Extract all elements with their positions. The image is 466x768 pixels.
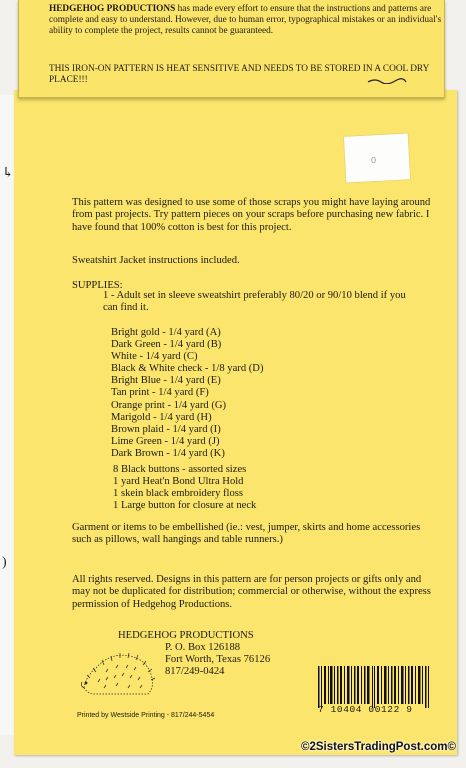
address-line: P. O. Box 126188 (165, 642, 241, 653)
notion-item: 1 Large button for closure at neck (113, 500, 257, 512)
notion-item: 1 skein black embroidery floss (113, 488, 244, 500)
barcode-number: 7 10404 00122 9 (318, 704, 413, 715)
fabric-item: Dark Green - 1/4 yard (B) (111, 339, 222, 351)
intro-paragraph: This pattern was designed to use some of those scraps you might have laying around from past projects. Try pattern pieces on your scraps before purchasing new fabric. I have found that 100% cotton is best for this project. (72, 197, 431, 233)
header-flap (18, 0, 445, 98)
disclaimer-text: has made every effort to ensure that the instructions and patterns are complete and easy to understand. However, due to human error, typographical mistakes or an individual's ability to complete the project, results cannot be guaranteed. (49, 4, 442, 36)
price-sticker (344, 133, 410, 182)
notions-list (113, 464, 256, 512)
underlying-pattern-sheet (0, 95, 15, 735)
main-supply-item: 1 - Adult set in sleeve sweatshirt preferably 80/20 or 90/10 blend if you can find it. (103, 290, 406, 314)
pattern-line-mark: ) (2, 555, 7, 570)
address-line: 817/249-0424 (165, 665, 225, 677)
fabric-item: White - 1/4 yard (C) (111, 351, 198, 363)
fabric-item: Orange print - 1/4 yard (G) (111, 399, 227, 411)
fabric-list (111, 327, 263, 460)
fabric-item: Black & White check - 1/8 yard (D) (111, 363, 264, 375)
notion-item: 8 Black buttons - assorted sizes (113, 464, 247, 475)
company-name-bold: HEDGEHOG PRODUCTIONS (49, 4, 176, 14)
rights-paragraph: All rights reserved. Designs in this pattern are for person projects or gifts only and may not be duplicated for distribution; commercial or otherwise, without the express permission of Hedgehog Productions. (72, 574, 431, 610)
company-name: HEDGEHOG PRODUCTIONS (118, 630, 254, 641)
fabric-item: Brown plaid - 1/4 yard (I) (111, 423, 221, 435)
sticker-text: 0 (370, 155, 377, 166)
fabric-item: Bright Blue - 1/4 yard (E) (111, 375, 221, 387)
fabric-item: Bright gold - 1/4 yard (A) (111, 327, 221, 338)
header-disclaimer (49, 4, 449, 37)
company-address (165, 642, 270, 677)
fabric-item: Marigold - 1/4 yard (H) (111, 411, 212, 423)
fabric-item: Dark Brown - 1/4 yard (K) (111, 447, 225, 459)
printer-credit: Printed by Westside Printing - 817/244-5454 (77, 712, 215, 719)
pattern-line-mark: ↳ (2, 166, 14, 181)
watermark: ©2SistersTradingPost.com© (301, 741, 456, 753)
embellish-note: Garment or items to be embellished (ie.: vest, jumper, skirts and home accessories such as pillows, wall hangings and table runners.) (72, 522, 421, 546)
scribble-mark (367, 78, 407, 84)
fabric-item: Lime Green - 1/4 yard (J) (111, 435, 220, 447)
address-line: Fort Worth, Texas 76126 (165, 653, 271, 665)
hedgehog-logo-icon (76, 636, 162, 698)
notion-item: 1 yard Heat'n Bond Ultra Hold (113, 476, 244, 488)
fabric-item: Tan print - 1/4 yard (F) (111, 387, 209, 399)
sweatshirt-note: Sweatshirt Jacket instructions included. (72, 255, 240, 266)
supplies-heading: SUPPLIES: (72, 280, 123, 291)
heat-warning: THIS IRON-ON PATTERN IS HEAT SENSITIVE AND NEEDS TO BE STORED IN A COOL DRY PLACE!!! (49, 64, 429, 85)
